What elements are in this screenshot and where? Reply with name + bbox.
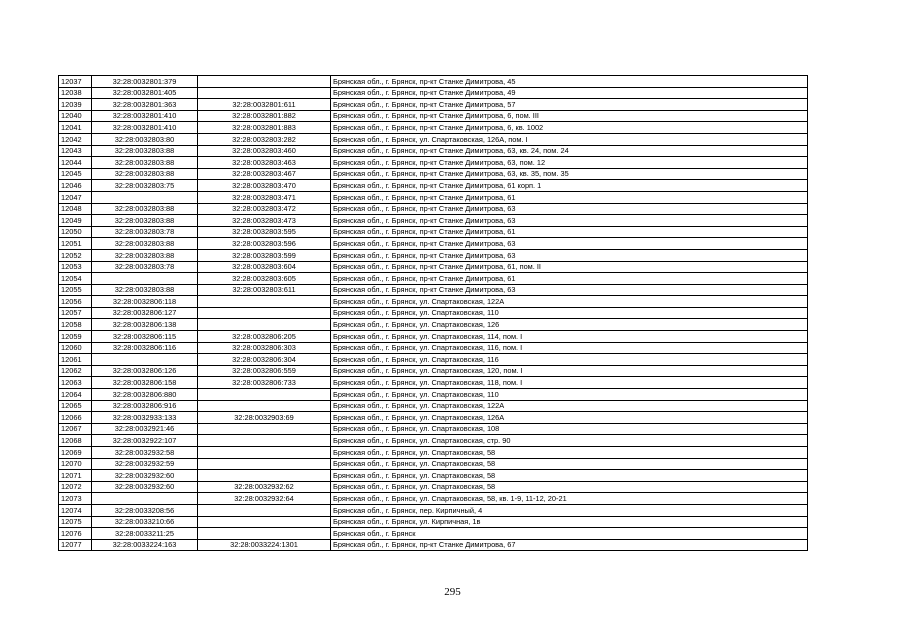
address-cell: Брянская обл., г. Брянск, ул. Спартаковская, 114, пом. I	[331, 331, 808, 343]
row-number-cell: 12061	[59, 354, 92, 366]
table-row	[59, 365, 808, 377]
table-row	[59, 481, 808, 493]
object-cadastral-number-cell: 32:28:0032903:69	[198, 412, 331, 424]
object-cadastral-number-cell: 32:28:0032803:596	[198, 238, 331, 250]
cadastral-number-cell: 32:28:0032932:59	[92, 458, 198, 470]
table-row	[59, 354, 808, 366]
cadastral-number-cell: 32:28:0032803:78	[92, 226, 198, 238]
row-number-cell: 12056	[59, 296, 92, 308]
row-number-cell: 12053	[59, 261, 92, 273]
table-row	[59, 99, 808, 111]
table-row	[59, 261, 808, 273]
object-cadastral-number-cell	[198, 470, 331, 482]
table-row	[59, 342, 808, 354]
cadastral-number-cell: 32:28:0032932:60	[92, 470, 198, 482]
cadastral-number-cell: 32:28:0032932:58	[92, 447, 198, 459]
row-number-cell: 12054	[59, 273, 92, 285]
address-cell: Брянская обл., г. Брянск, пр-кт Станке Димитрова, 63, кв. 35, пом. 35	[331, 168, 808, 180]
cadastral-number-cell: 32:28:0032933:133	[92, 412, 198, 424]
cadastral-number-cell: 32:28:0032806:115	[92, 331, 198, 343]
address-cell: Брянская обл., г. Брянск, пр-кт Станке Димитрова, 61	[331, 191, 808, 203]
address-cell: Брянская обл., г. Брянск, пр-кт Станке Димитрова, 61	[331, 226, 808, 238]
page-number: 295	[444, 586, 461, 598]
object-cadastral-number-cell: 32:28:0032803:471	[198, 191, 331, 203]
table-row	[59, 284, 808, 296]
registry-table-body	[59, 76, 808, 551]
table-row	[59, 493, 808, 505]
table-row	[59, 319, 808, 331]
row-number-cell: 12059	[59, 331, 92, 343]
cadastral-number-cell: 32:28:0032922:107	[92, 435, 198, 447]
address-cell: Брянская обл., г. Брянск, пр-кт Станке Димитрова, 61	[331, 273, 808, 285]
cadastral-number-cell: 32:28:0032801:410	[92, 110, 198, 122]
row-number-cell: 12041	[59, 122, 92, 134]
object-cadastral-number-cell: 32:28:0032932:62	[198, 481, 331, 493]
object-cadastral-number-cell: 32:28:0032803:472	[198, 203, 331, 215]
object-cadastral-number-cell	[198, 389, 331, 401]
table-row	[59, 249, 808, 261]
object-cadastral-number-cell: 32:28:0032801:611	[198, 99, 331, 111]
row-number-cell: 12037	[59, 76, 92, 88]
object-cadastral-number-cell	[198, 516, 331, 528]
object-cadastral-number-cell: 32:28:0032806:304	[198, 354, 331, 366]
object-cadastral-number-cell: 32:28:0033224:1301	[198, 539, 331, 551]
table-row	[59, 516, 808, 528]
address-cell: Брянская обл., г. Брянск, пр-кт Станке Димитрова, 63	[331, 203, 808, 215]
row-number-cell: 12070	[59, 458, 92, 470]
object-cadastral-number-cell	[198, 528, 331, 540]
row-number-cell: 12062	[59, 365, 92, 377]
row-number-cell: 12052	[59, 249, 92, 261]
row-number-cell: 12072	[59, 481, 92, 493]
cadastral-number-cell: 32:28:0032803:88	[92, 168, 198, 180]
cadastral-number-cell: 32:28:0032806:118	[92, 296, 198, 308]
cadastral-number-cell: 32:28:0033208:56	[92, 504, 198, 516]
object-cadastral-number-cell: 32:28:0032932:64	[198, 493, 331, 505]
row-number-cell: 12045	[59, 168, 92, 180]
row-number-cell: 12064	[59, 389, 92, 401]
row-number-cell: 12071	[59, 470, 92, 482]
cadastral-number-cell: 32:28:0032806:916	[92, 400, 198, 412]
object-cadastral-number-cell: 32:28:0032806:559	[198, 365, 331, 377]
row-number-cell: 12043	[59, 145, 92, 157]
row-number-cell: 12044	[59, 157, 92, 169]
object-cadastral-number-cell: 32:28:0032803:470	[198, 180, 331, 192]
object-cadastral-number-cell	[198, 319, 331, 331]
address-cell: Брянская обл., г. Брянск, пр-кт Станке Димитрова, 61 корп. 1	[331, 180, 808, 192]
address-cell: Брянская обл., г. Брянск, пр-кт Станке Димитрова, 63	[331, 238, 808, 250]
address-cell: Брянская обл., г. Брянск, ул. Спартаковская, 122А	[331, 400, 808, 412]
table-row	[59, 447, 808, 459]
address-cell: Брянская обл., г. Брянск, пр-кт Станке Димитрова, 63	[331, 249, 808, 261]
row-number-cell: 12047	[59, 191, 92, 203]
object-cadastral-number-cell: 32:28:0032803:605	[198, 273, 331, 285]
table-row	[59, 504, 808, 516]
cadastral-number-cell: 32:28:0032803:75	[92, 180, 198, 192]
row-number-cell: 12060	[59, 342, 92, 354]
cadastral-number-cell: 32:28:0033224:163	[92, 539, 198, 551]
cadastral-number-cell: 32:28:0032803:88	[92, 238, 198, 250]
table-row	[59, 110, 808, 122]
table-row	[59, 539, 808, 551]
row-number-cell: 12069	[59, 447, 92, 459]
table-row	[59, 191, 808, 203]
object-cadastral-number-cell: 32:28:0032801:882	[198, 110, 331, 122]
object-cadastral-number-cell: 32:28:0032806:303	[198, 342, 331, 354]
object-cadastral-number-cell	[198, 504, 331, 516]
object-cadastral-number-cell	[198, 76, 331, 88]
row-number-cell: 12067	[59, 423, 92, 435]
row-number-cell: 12075	[59, 516, 92, 528]
object-cadastral-number-cell: 32:28:0032803:595	[198, 226, 331, 238]
object-cadastral-number-cell: 32:28:0032803:599	[198, 249, 331, 261]
cadastral-number-cell	[92, 493, 198, 505]
table-row	[59, 435, 808, 447]
address-cell: Брянская обл., г. Брянск, ул. Спартаковская, 110	[331, 307, 808, 319]
table-row	[59, 157, 808, 169]
row-number-cell: 12074	[59, 504, 92, 516]
address-cell: Брянская обл., г. Брянск, пер. Кирпичный, 4	[331, 504, 808, 516]
table-row	[59, 296, 808, 308]
object-cadastral-number-cell: 32:28:0032801:883	[198, 122, 331, 134]
cadastral-number-cell: 32:28:0032803:88	[92, 203, 198, 215]
object-cadastral-number-cell	[198, 435, 331, 447]
cadastral-number-cell: 32:28:0033211:25	[92, 528, 198, 540]
cadastral-number-cell: 32:28:0033210:66	[92, 516, 198, 528]
cadastral-number-cell: 32:28:0032806:126	[92, 365, 198, 377]
object-cadastral-number-cell: 32:28:0032803:460	[198, 145, 331, 157]
cadastral-number-cell: 32:28:0032803:88	[92, 249, 198, 261]
row-number-cell: 12042	[59, 133, 92, 145]
row-number-cell: 12049	[59, 215, 92, 227]
cadastral-number-cell: 32:28:0032803:78	[92, 261, 198, 273]
row-number-cell: 12046	[59, 180, 92, 192]
table-row	[59, 180, 808, 192]
cadastral-number-cell: 32:28:0032801:363	[92, 99, 198, 111]
address-cell: Брянская обл., г. Брянск	[331, 528, 808, 540]
address-cell: Брянская обл., г. Брянск, ул. Спартаковская, стр. 90	[331, 435, 808, 447]
table-row	[59, 377, 808, 389]
row-number-cell: 12076	[59, 528, 92, 540]
object-cadastral-number-cell: 32:28:0032803:473	[198, 215, 331, 227]
table-row	[59, 458, 808, 470]
table-row	[59, 528, 808, 540]
row-number-cell: 12068	[59, 435, 92, 447]
table-row	[59, 423, 808, 435]
address-cell: Брянская обл., г. Брянск, пр-кт Станке Димитрова, 61, пом. II	[331, 261, 808, 273]
row-number-cell: 12048	[59, 203, 92, 215]
cadastral-number-cell	[92, 191, 198, 203]
address-cell: Брянская обл., г. Брянск, ул. Кирпичная, 1в	[331, 516, 808, 528]
table-row	[59, 226, 808, 238]
table-row	[59, 168, 808, 180]
table-row	[59, 133, 808, 145]
address-cell: Брянская обл., г. Брянск, ул. Спартаковская, 120, пом. I	[331, 365, 808, 377]
address-cell: Брянская обл., г. Брянск, ул. Спартаковская, 126А	[331, 412, 808, 424]
cadastral-number-cell: 32:28:0032801:410	[92, 122, 198, 134]
object-cadastral-number-cell	[198, 296, 331, 308]
table-row	[59, 470, 808, 482]
object-cadastral-number-cell	[198, 307, 331, 319]
table-row	[59, 87, 808, 99]
table-row	[59, 76, 808, 88]
row-number-cell: 12055	[59, 284, 92, 296]
address-cell: Брянская обл., г. Брянск, ул. Спартаковская, 108	[331, 423, 808, 435]
table-row	[59, 307, 808, 319]
object-cadastral-number-cell: 32:28:0032806:205	[198, 331, 331, 343]
registry-table	[58, 75, 808, 551]
row-number-cell: 12040	[59, 110, 92, 122]
object-cadastral-number-cell	[198, 458, 331, 470]
table-row	[59, 215, 808, 227]
address-cell: Брянская обл., г. Брянск, пр-кт Станке Димитрова, 6, кв. 1002	[331, 122, 808, 134]
address-cell: Брянская обл., г. Брянск, ул. Спартаковская, 116	[331, 354, 808, 366]
row-number-cell: 12065	[59, 400, 92, 412]
cadastral-number-cell: 32:28:0032806:127	[92, 307, 198, 319]
object-cadastral-number-cell: 32:28:0032803:463	[198, 157, 331, 169]
cadastral-number-cell: 32:28:0032806:880	[92, 389, 198, 401]
object-cadastral-number-cell: 32:28:0032803:604	[198, 261, 331, 273]
cadastral-number-cell: 32:28:0032806:138	[92, 319, 198, 331]
table-row	[59, 238, 808, 250]
table-row	[59, 273, 808, 285]
address-cell: Брянская обл., г. Брянск, пр-кт Станке Димитрова, 63	[331, 215, 808, 227]
row-number-cell: 12058	[59, 319, 92, 331]
object-cadastral-number-cell	[198, 400, 331, 412]
table-row	[59, 122, 808, 134]
address-cell: Брянская обл., г. Брянск, пр-кт Станке Димитрова, 63	[331, 284, 808, 296]
cadastral-number-cell: 32:28:0032803:88	[92, 157, 198, 169]
address-cell: Брянская обл., г. Брянск, пр-кт Станке Димитрова, 45	[331, 76, 808, 88]
cadastral-number-cell: 32:28:0032803:88	[92, 284, 198, 296]
cadastral-number-cell: 32:28:0032932:60	[92, 481, 198, 493]
table-row	[59, 203, 808, 215]
cadastral-number-cell: 32:28:0032803:88	[92, 215, 198, 227]
address-cell: Брянская обл., г. Брянск, пр-кт Станке Димитрова, 63, пом. 12	[331, 157, 808, 169]
row-number-cell: 12039	[59, 99, 92, 111]
row-number-cell: 12066	[59, 412, 92, 424]
address-cell: Брянская обл., г. Брянск, ул. Спартаковская, 58	[331, 481, 808, 493]
cadastral-number-cell	[92, 273, 198, 285]
table-row	[59, 412, 808, 424]
address-cell: Брянская обл., г. Брянск, ул. Спартаковская, 122А	[331, 296, 808, 308]
table-row	[59, 389, 808, 401]
table-row	[59, 400, 808, 412]
cadastral-number-cell: 32:28:0032803:80	[92, 133, 198, 145]
address-cell: Брянская обл., г. Брянск, ул. Спартаковская, 58	[331, 458, 808, 470]
address-cell: Брянская обл., г. Брянск, пр-кт Станке Димитрова, 63, кв. 24, пом. 24	[331, 145, 808, 157]
cadastral-number-cell: 32:28:0032801:379	[92, 76, 198, 88]
row-number-cell: 12057	[59, 307, 92, 319]
address-cell: Брянская обл., г. Брянск, ул. Спартаковская, 118, пом. I	[331, 377, 808, 389]
address-cell: Брянская обл., г. Брянск, ул. Спартаковская, 58	[331, 447, 808, 459]
address-cell: Брянская обл., г. Брянск, пр-кт Станке Димитрова, 57	[331, 99, 808, 111]
address-cell: Брянская обл., г. Брянск, ул. Спартаковская, 58	[331, 470, 808, 482]
address-cell: Брянская обл., г. Брянск, ул. Спартаковская, 116, пом. I	[331, 342, 808, 354]
table-row	[59, 145, 808, 157]
row-number-cell: 12038	[59, 87, 92, 99]
address-cell: Брянская обл., г. Брянск, пр-кт Станке Димитрова, 67	[331, 539, 808, 551]
row-number-cell: 12073	[59, 493, 92, 505]
object-cadastral-number-cell: 32:28:0032803:467	[198, 168, 331, 180]
cadastral-number-cell: 32:28:0032921:46	[92, 423, 198, 435]
object-cadastral-number-cell: 32:28:0032803:611	[198, 284, 331, 296]
object-cadastral-number-cell: 32:28:0032806:733	[198, 377, 331, 389]
object-cadastral-number-cell	[198, 447, 331, 459]
row-number-cell: 12050	[59, 226, 92, 238]
row-number-cell: 12051	[59, 238, 92, 250]
cadastral-number-cell: 32:28:0032801:405	[92, 87, 198, 99]
row-number-cell: 12077	[59, 539, 92, 551]
cadastral-number-cell: 32:28:0032806:116	[92, 342, 198, 354]
address-cell: Брянская обл., г. Брянск, ул. Спартаковская, 126А, пом. I	[331, 133, 808, 145]
address-cell: Брянская обл., г. Брянск, пр-кт Станке Димитрова, 6, пом. III	[331, 110, 808, 122]
address-cell: Брянская обл., г. Брянск, ул. Спартаковская, 110	[331, 389, 808, 401]
address-cell: Брянская обл., г. Брянск, ул. Спартаковская, 58, кв. 1-9, 11-12, 20-21	[331, 493, 808, 505]
object-cadastral-number-cell: 32:28:0032803:282	[198, 133, 331, 145]
cadastral-number-cell	[92, 354, 198, 366]
cadastral-number-cell: 32:28:0032806:158	[92, 377, 198, 389]
object-cadastral-number-cell	[198, 87, 331, 99]
address-cell: Брянская обл., г. Брянск, пр-кт Станке Димитрова, 49	[331, 87, 808, 99]
cadastral-number-cell: 32:28:0032803:88	[92, 145, 198, 157]
object-cadastral-number-cell	[198, 423, 331, 435]
address-cell: Брянская обл., г. Брянск, ул. Спартаковская, 126	[331, 319, 808, 331]
table-row	[59, 331, 808, 343]
row-number-cell: 12063	[59, 377, 92, 389]
